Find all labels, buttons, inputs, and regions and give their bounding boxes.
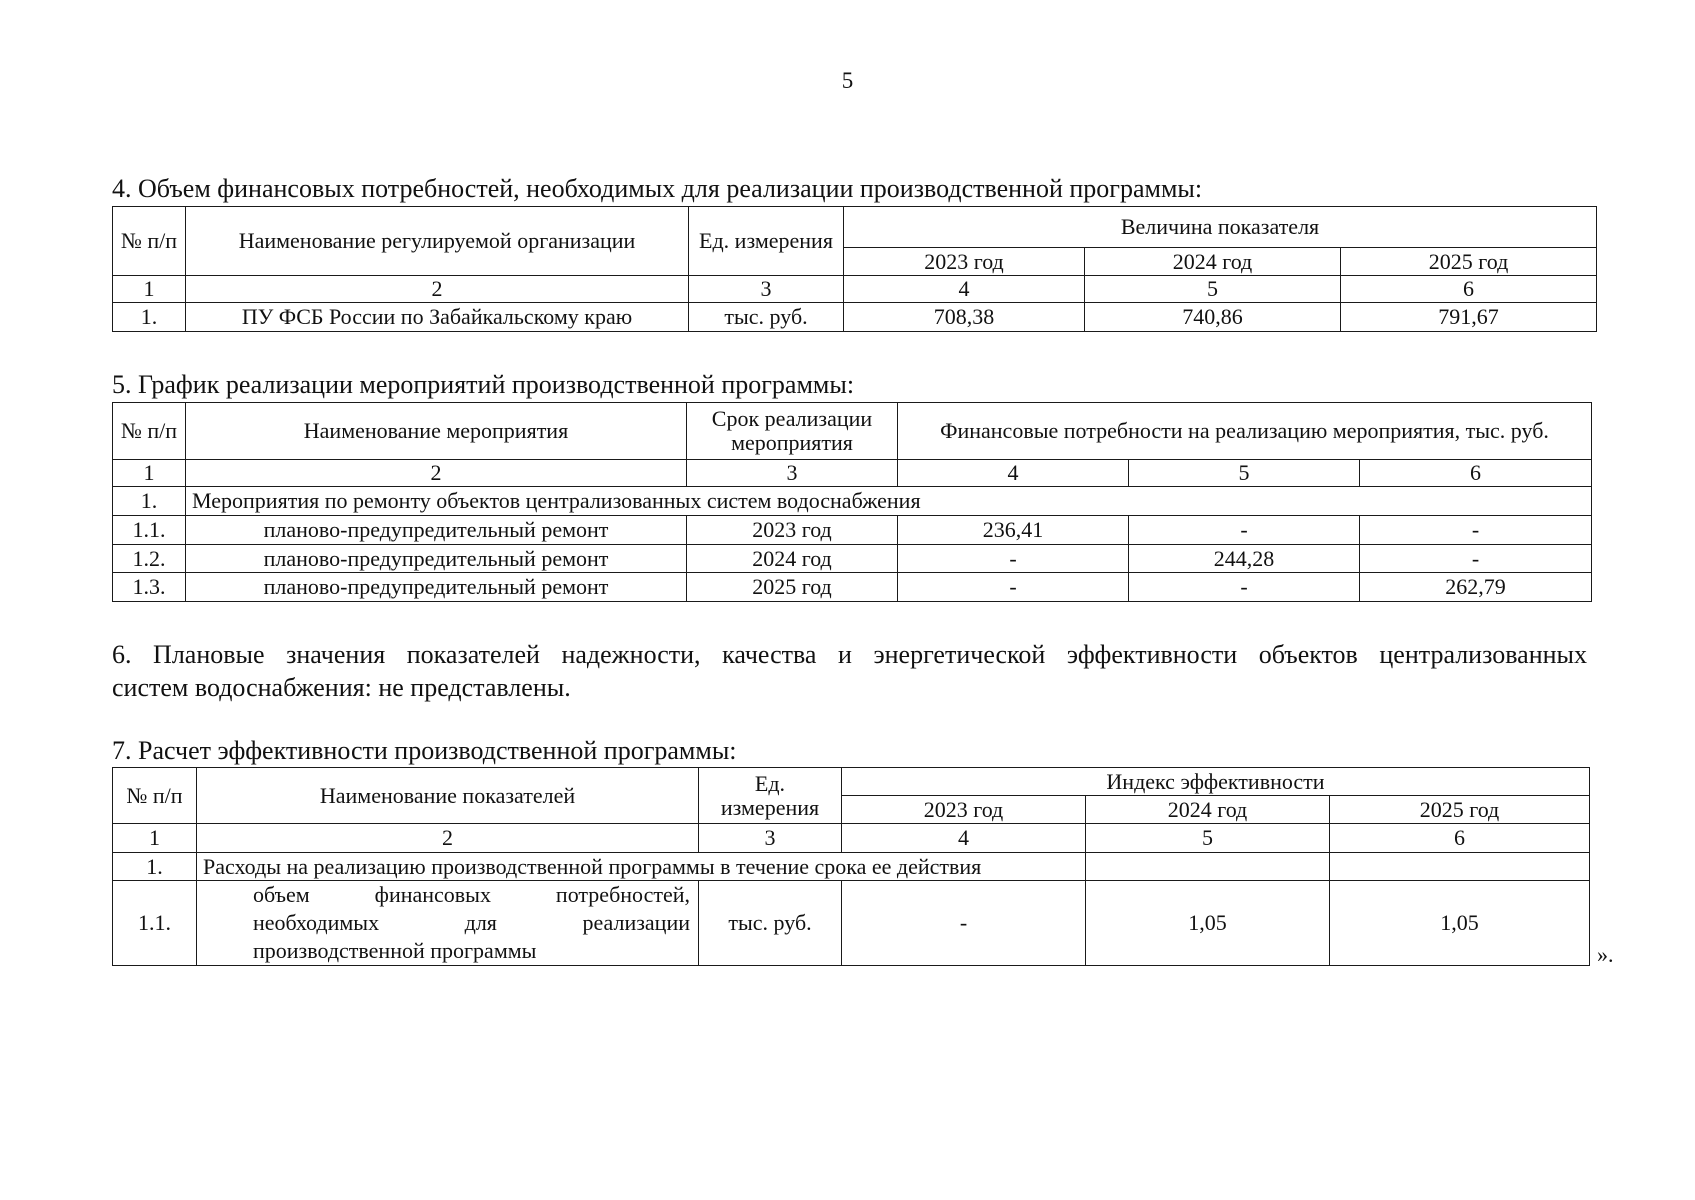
group-row	[113, 853, 1590, 881]
page-number: 5	[841, 68, 854, 93]
row-org-name: ПУ ФСБ России по Забайкальскому краю	[186, 303, 689, 332]
column-number: 2	[186, 460, 687, 487]
row-term: 2025 год	[687, 573, 898, 602]
column-number: 5	[1086, 824, 1330, 853]
column-number: 4	[844, 276, 1085, 303]
row-unit: тыс. руб.	[689, 303, 844, 332]
column-number: 4	[898, 460, 1129, 487]
group-row-name: Расходы на реализацию производственной программы в течение срока ее действия	[197, 853, 1086, 881]
row-value: 740,86	[1085, 303, 1341, 332]
column-number: 6	[1341, 276, 1597, 303]
header-indicator-name: Наименование показателей	[197, 768, 699, 824]
row-term: 2024 год	[687, 545, 898, 573]
column-number: 1	[113, 276, 186, 303]
efficiency-table	[112, 767, 1590, 966]
header-year: 2023 год	[842, 796, 1086, 824]
row-num: 1.1.	[113, 881, 197, 966]
table-row	[113, 881, 1590, 966]
section-7-title: 7. Расчет эффективности производственной программы:	[112, 736, 737, 765]
header-unit: Ед. измерения	[689, 207, 844, 276]
column-number: 1	[113, 824, 197, 853]
table-row	[113, 516, 1592, 545]
schedule-table	[112, 402, 1592, 602]
header-org-name: Наименование регулируемой организации	[186, 207, 689, 276]
header-finance-group: Финансовые потребности на реализацию мероприятия, тыс. руб.	[898, 403, 1592, 460]
row-value: -	[842, 881, 1086, 966]
row-num: 1.2.	[113, 545, 186, 573]
header-year: 2023 год	[844, 248, 1085, 276]
column-number: 5	[1129, 460, 1360, 487]
section-4-title: 4. Объем финансовых потребностей, необходимых для реализации производственной программы:	[112, 174, 1203, 203]
column-number: 6	[1330, 824, 1590, 853]
row-value: 791,67	[1341, 303, 1597, 332]
header-term: Срок реализации мероприятия	[687, 403, 898, 460]
header-year: 2025 год	[1341, 248, 1597, 276]
header-year: 2024 год	[1085, 248, 1341, 276]
empty-cell	[1086, 853, 1330, 881]
row-value: -	[898, 545, 1129, 573]
table-row	[113, 573, 1592, 602]
header-unit: Ед. измерения	[699, 768, 842, 824]
section-6-line-2: систем водоснабжения: не представлены.	[112, 673, 571, 702]
section-5-title: 5. График реализации мероприятий производственной программы:	[112, 370, 855, 399]
row-value: -	[1360, 545, 1592, 573]
financial-needs-table	[112, 206, 1597, 332]
column-number: 4	[842, 824, 1086, 853]
header-num: № п/п	[113, 768, 197, 824]
column-number: 1	[113, 460, 186, 487]
row-activity-name: планово-предупредительный ремонт	[186, 516, 687, 545]
group-row-name: Мероприятия по ремонту объектов централизованных систем водоснабжения	[186, 487, 1592, 516]
column-number: 6	[1360, 460, 1592, 487]
row-value: -	[1129, 573, 1360, 602]
row-activity-name: планово-предупредительный ремонт	[186, 573, 687, 602]
table-row	[113, 303, 1597, 332]
row-value: 244,28	[1129, 545, 1360, 573]
header-num: № п/п	[113, 403, 186, 460]
section-6-paragraph	[112, 638, 1587, 704]
row-value: 236,41	[898, 516, 1129, 545]
row-value: -	[1360, 516, 1592, 545]
row-activity-name: планово-предупредительный ремонт	[186, 545, 687, 573]
header-value-group: Величина показателя	[844, 207, 1597, 248]
header-year: 2024 год	[1086, 796, 1330, 824]
column-number: 5	[1085, 276, 1341, 303]
row-value: 1,05	[1086, 881, 1330, 966]
row-num: 1.	[113, 853, 197, 881]
column-number: 3	[689, 276, 844, 303]
row-value: 262,79	[1360, 573, 1592, 602]
row-value: -	[898, 573, 1129, 602]
row-num: 1.	[113, 487, 186, 516]
column-number: 3	[687, 460, 898, 487]
row-num: 1.	[113, 303, 186, 332]
column-number: 3	[699, 824, 842, 853]
row-term: 2023 год	[687, 516, 898, 545]
header-activity-name: Наименование мероприятия	[186, 403, 687, 460]
column-number: 2	[197, 824, 699, 853]
row-num: 1.3.	[113, 573, 186, 602]
table-row	[113, 545, 1592, 573]
header-index-group: Индекс эффективности	[842, 768, 1590, 796]
row-unit: тыс. руб.	[699, 881, 842, 966]
group-row	[113, 487, 1592, 516]
header-num: № п/п	[113, 207, 186, 276]
row-value: 708,38	[844, 303, 1085, 332]
row-value: -	[1129, 516, 1360, 545]
row-indicator-name: объем финансовых потребностей, необходимых для реализации производственной программы	[197, 881, 699, 966]
column-number: 2	[186, 276, 689, 303]
row-num: 1.1.	[113, 516, 186, 545]
closing-quote: ».	[1597, 942, 1614, 967]
header-year: 2025 год	[1330, 796, 1590, 824]
empty-cell	[1330, 853, 1590, 881]
row-value: 1,05	[1330, 881, 1590, 966]
section-6-line-1: 6. Плановые значения показателей надежности, качества и энергетической эффективности объектов централизованных	[112, 640, 1587, 669]
